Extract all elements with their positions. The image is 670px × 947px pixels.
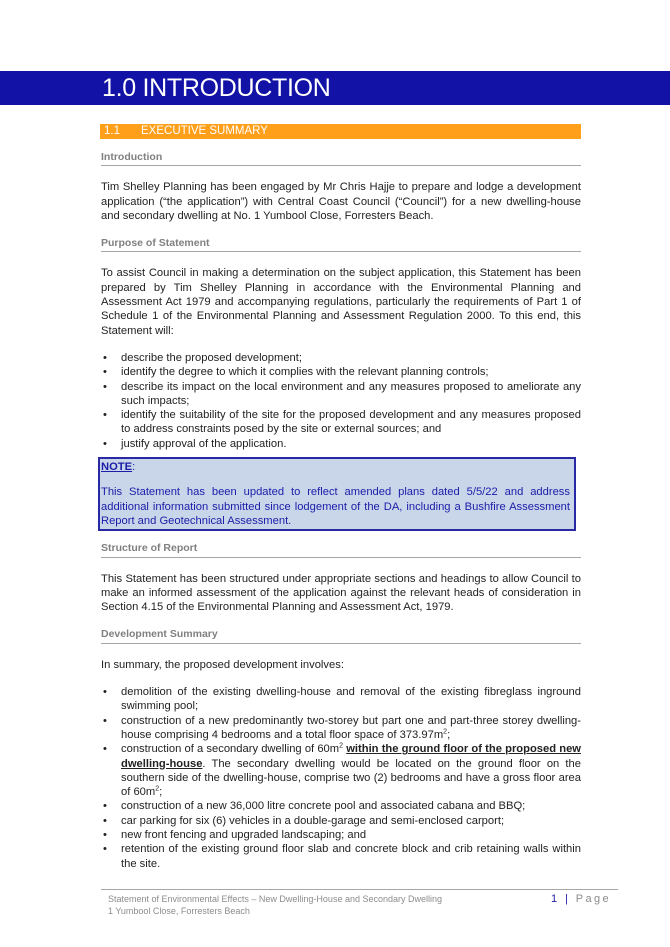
note-box: NOTE: This Statement has been updated to reflect amended plans dated 5/5/22 and address additional information submitted since lodgement of the DA, including a Bushfire Assessment Report and Geotechnical Assessment. — [98, 457, 576, 531]
section-banner — [100, 124, 581, 139]
footer-line-1: Statement of Environmental Effects – New Dwelling-House and Secondary Dwelling — [108, 894, 443, 904]
page-label: Page — [575, 893, 612, 905]
list-item: • car parking for six (6) vehicles in a double-garage and semi-enclosed carport; — [101, 814, 581, 828]
list-item: • new front fencing and upgraded landscaping; and — [101, 828, 581, 842]
list-item: • justify approval of the application. — [101, 437, 581, 451]
list-item: • identify the degree to which it complies with the relevant planning controls; — [101, 365, 581, 379]
section-title: EXECUTIVE SUMMARY — [141, 125, 268, 137]
footer-page-number — [551, 893, 611, 905]
page-separator: | — [565, 893, 571, 905]
footer-document-title — [108, 894, 442, 917]
purpose-paragraph: To assist Council in making a determination on the subject application, this Statement has been prepared by Tim Shelley Planning in accordance with the Environmental Planning and Assessment Act 1979 and accompanying regulations, particularly the requirements of Part 1 of Schedule 1 of the Environmental Planning and Assessment Regulation 2000. To this end, this Statement will: — [101, 267, 581, 337]
footer-divider — [101, 889, 618, 890]
section-number: 1.1 — [104, 125, 120, 137]
chapter-title: 1.0 INTRODUCTION — [102, 74, 331, 102]
document-body — [101, 150, 581, 871]
purpose-list — [101, 351, 581, 451]
list-item: • demolition of the existing dwelling-house and removal of the existing fibreglass inground swimming pool; — [101, 685, 581, 714]
development-heading: Development Summary — [101, 627, 581, 643]
list-item: • describe its impact on the local environment and any measures proposed to ameliorate any such impacts; — [101, 380, 581, 409]
note-label: NOTE — [101, 461, 133, 474]
list-item: • construction of a new 36,000 litre concrete pool and associated cabana and BBQ; — [101, 799, 581, 813]
list-item: • describe the proposed development; — [101, 351, 581, 365]
introduction-heading: Introduction — [101, 150, 581, 166]
structure-paragraph: This Statement has been structured under appropriate sections and headings to allow Council to make an informed assessment of the application against the relevant heads of consideration in Section 4.15 of the Environmental Planning and Assessment Act, 1979. — [101, 572, 581, 614]
structure-heading: Structure of Report — [101, 541, 581, 557]
page-number: 1 — [551, 893, 560, 905]
list-item: • retention of the existing ground floor slab and concrete block and crib retaining walls within the site. — [101, 842, 581, 871]
note-text: This Statement has been updated to reflect amended plans dated 5/5/22 and address additional information submitted since lodgement of the DA, including a Bushfire Assessment Report and Geotechnical Assessment. — [101, 486, 570, 527]
list-item: • construction of a new predominantly two-storey but part one and part-three storey dwelling-house comprising 4 bedrooms and a total floor space of $373.97m^2$; — [101, 714, 581, 743]
purpose-heading: Purpose of Statement — [101, 236, 581, 252]
development-intro: In summary, the proposed development involves: — [101, 658, 344, 671]
development-list — [101, 685, 581, 871]
introduction-paragraph: Tim Shelley Planning has been engaged by Mr Chris Hajje to prepare and lodge a development application (“the application”) with Central Coast Council (“Council”) for a new dwelling-house and secondary dwelling at No. 1 Yumbool Close, Forresters Beach. — [101, 181, 581, 222]
chapter-banner — [0, 71, 670, 105]
list-item: • construction of a secondary dwelling of $60m^2$ within the ground floor of the proposed new dwelling-house. The secondary dwelling would be located on the ground floor on the southern side of the dwelling-house, comprise two (2) bedrooms and have a gross floor area of $60m^2$; — [101, 742, 581, 799]
list-item: • identify the suitability of the site for the proposed development and any measures proposed to address constraints posed by the site or external sources; and — [101, 408, 581, 437]
footer-line-2: 1 Yumbool Close, Forresters Beach — [108, 905, 250, 916]
